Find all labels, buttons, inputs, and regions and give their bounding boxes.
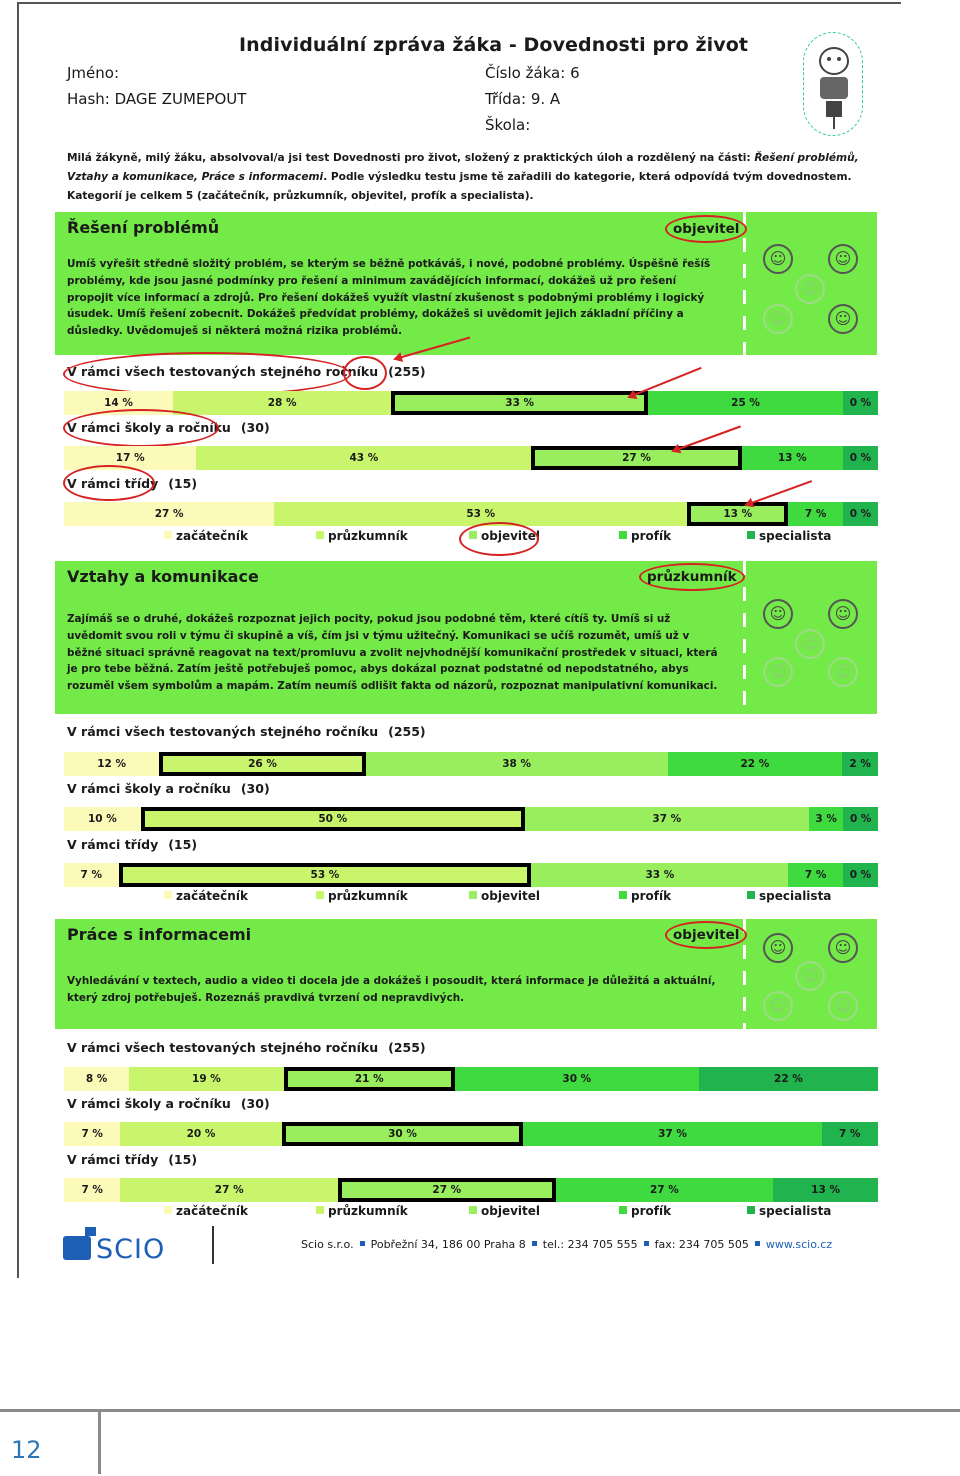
legend-label: průzkumník [328, 889, 408, 903]
bar-segment-profík: 7 % [788, 863, 843, 887]
section-title: Práce s informacemi [67, 925, 252, 944]
scio-logo-mark-icon [63, 1236, 91, 1260]
name-label: Jméno: [67, 64, 120, 82]
bar-segment-objevitel: 38 % [366, 752, 668, 776]
smiley-icon: ☺ [763, 657, 793, 687]
section-description: Umíš vyřešit středně složitý problém, se kterým se běžně potkáváš, i nové, podobné problémy. Úspěšně řešíš problémy, kde jsou jasné podmínky pro řešení a minimum zavádějících informací, dokážeš už pro řešení propojit více informací a zdrojů. Pro řešení dokážeš využít vlastní zkušenost s podobnými problémy i logický úsudek. Umíš řešení zobecnit. Dokážeš předvídat problémy, dokážeš si uvědomit jejich základní příčiny a důsledky. Uvědomuješ si některá možná rizika problémů. [67, 258, 711, 338]
bar-segment-začátečník: 27 % [64, 502, 274, 526]
bar-segment-objevitel: 21 % [284, 1067, 455, 1091]
bar-segment-specialista: 7 % [822, 1122, 878, 1146]
legend-item [747, 1204, 831, 1218]
legend-item [469, 1204, 540, 1218]
bar-segment-průzkumník: 26 % [159, 752, 365, 776]
section-description: Zajímáš se o druhé, dokážeš rozpoznat jejich pocity, pokud jsou podobné těm, které cítíš ty. Umíš si už uvědomit svou roli v týmu či skupině a víš, čím jsi v týmu užitečný. Komunikaci se učíš rozumět, umíš už v běžné situaci správně reagovat na text/promluvu a zvolit nejvhodnější komunikační prostředek v situaci, která je pro tebe běžná. Zatím ještě potřebuješ pomoc, abys dokázal poznat podstatné od nepodstatného, abys rozuměl všem symbolům a mapám. Zatím neumíš odlišit fakta od názorů, rozpoznat manipulativní komunikaci. [67, 613, 718, 693]
smiley-icon: ☺ [828, 991, 858, 1021]
scio-logo: SCIO [63, 1226, 183, 1266]
legend-label: objevitel [481, 889, 541, 903]
section-panel-relations [55, 561, 877, 714]
highlight-ring [343, 356, 387, 390]
group-label-class: V rámci třídy (15) [67, 476, 198, 491]
bar-segment-objevitel: 33 % [531, 863, 788, 887]
smiley-icon: ☺ [763, 933, 793, 963]
bar-segment-profík: 22 % [668, 752, 843, 776]
bar-segment-profík: 3 % [809, 807, 844, 831]
intro-text: Milá žákyně, milý žáku, absolvoval/a jsi test Dovednosti pro život, složený z praktických úloh a rozdělený na části: Řešení problémů, Vztahy a komunikace, Práce s informacemi. Podle výsledku testu jsme tě zařadili do kategorie, která odpovídá tvým dovednostem. Kategorií je celkem 5 (začátečník, průzkumník, objevitel, profík a specialista). [67, 152, 859, 202]
smiley-icon: ☺ [795, 274, 825, 304]
bar-segment-specialista: 0 % [843, 863, 878, 887]
smiley-icon: ☺ [795, 961, 825, 991]
bar-segment-začátečník: 12 % [64, 752, 159, 776]
bar-segment-profík: 37 % [523, 1122, 821, 1146]
legend-swatch [469, 1206, 477, 1214]
result-bar [64, 1178, 878, 1202]
legend-label: profík [631, 889, 672, 903]
legend-item [164, 1204, 248, 1218]
result-bar [64, 446, 878, 470]
legend-swatch [619, 891, 627, 899]
legend-label: průzkumník [328, 529, 408, 543]
bar-segment-průzkumník: 28 % [173, 391, 391, 415]
legend-label: průzkumník [328, 1204, 408, 1218]
legend-swatch [747, 1206, 755, 1214]
bar-segment-objevitel: 27 % [338, 1178, 556, 1202]
school-label: Škola: [485, 116, 531, 134]
legend-item [316, 889, 408, 903]
legend-label: specialista [759, 889, 832, 903]
section-title: Vztahy a komunikace [67, 567, 259, 586]
footer-contact: Scio s.r.o. Pobřežní 34, 186 00 Praha 8 tel.: 234 705 555 fax: 234 705 505 www.scio.cz [301, 1238, 833, 1251]
legend-item [316, 529, 408, 543]
legend-swatch [469, 891, 477, 899]
bar-segment-profík: 30 % [455, 1067, 699, 1091]
smiley-icon: ☺ [763, 991, 793, 1021]
legend-label: profík [631, 529, 672, 543]
legend-swatch [619, 531, 627, 539]
bar-segment-specialista: 0 % [843, 807, 878, 831]
bar-segment-profík: 13 % [742, 446, 843, 470]
legend-label: specialista [759, 1204, 832, 1218]
bar-segment-specialista: 0 % [843, 446, 878, 470]
legend-item [619, 1204, 671, 1218]
legend-item [164, 529, 248, 543]
bar-segment-průzkumník: 53 % [119, 863, 532, 887]
legend [164, 1204, 884, 1220]
legend-label: začátečník [176, 889, 248, 903]
page-number: 12 [11, 1436, 42, 1464]
legend-swatch [316, 1206, 324, 1214]
group-label-class: V rámci třídy (15) [67, 1152, 198, 1167]
result-bar [64, 863, 878, 887]
group-label-school: V rámci školy a ročníku (30) [67, 781, 270, 796]
group-label-all: V rámci všech testovaných stejného ročníku (255) [67, 364, 426, 379]
bar-segment-profík: 27 % [556, 1178, 774, 1202]
group-label-all: V rámci všech testovaných stejného ročníku (255) [67, 1040, 426, 1055]
result-bar [64, 502, 878, 526]
mascot-robot-icon [803, 32, 863, 136]
smiley-icon: ☺ [828, 657, 858, 687]
smiley-icon: ☺ [828, 244, 858, 274]
smiley-icon: ☺ [763, 599, 793, 629]
legend-swatch [747, 891, 755, 899]
bar-segment-začátečník: 8 % [64, 1067, 129, 1091]
bar-segment-průzkumník: 27 % [120, 1178, 338, 1202]
student-number: Číslo žáka: 6 [485, 64, 580, 82]
legend-swatch [747, 531, 755, 539]
legend [164, 889, 884, 905]
legend-item [619, 889, 671, 903]
bar-segment-objevitel: 27 % [531, 446, 741, 470]
smiley-icon: ☺ [763, 304, 793, 334]
class-label: Třída: 9. A [485, 90, 561, 108]
result-bar [64, 752, 878, 776]
group-label-school: V rámci školy a ročníku (30) [67, 420, 270, 435]
page-footer-rule [0, 1409, 960, 1412]
bar-segment-průzkumník: 20 % [120, 1122, 281, 1146]
section-level-badge: průzkumník [639, 563, 745, 591]
page-footer-divider [98, 1410, 101, 1474]
highlight-ring [459, 522, 539, 556]
legend-label: začátečník [176, 529, 248, 543]
bar-segment-profík: 25 % [648, 391, 843, 415]
bar-segment-specialista: 22 % [699, 1067, 878, 1091]
bar-segment-profík: 7 % [788, 502, 843, 526]
legend-item [469, 889, 540, 903]
bar-segment-průzkumník: 50 % [141, 807, 525, 831]
legend-item [747, 529, 831, 543]
legend-item [164, 889, 248, 903]
highlight-ring [63, 465, 155, 501]
bar-segment-specialista: 0 % [843, 502, 878, 526]
group-label-school: V rámci školy a ročníku (30) [67, 1096, 270, 1111]
report-sheet [17, 2, 901, 1278]
bar-segment-průzkumník: 19 % [129, 1067, 284, 1091]
legend-item [316, 1204, 408, 1218]
section-panel-information [55, 919, 877, 1029]
legend-label: specialista [759, 529, 832, 543]
smiley-icon: ☺ [828, 599, 858, 629]
result-bar [64, 807, 878, 831]
hash-label: Hash: DAGE ZUMEPOUT [67, 90, 247, 108]
bar-segment-objevitel: 33 % [391, 391, 648, 415]
bar-segment-začátečník: 10 % [64, 807, 141, 831]
bar-segment-specialista: 13 % [773, 1178, 878, 1202]
smiley-icon: ☺ [763, 244, 793, 274]
bar-segment-průzkumník: 43 % [196, 446, 531, 470]
legend-label: objevitel [481, 529, 541, 543]
legend-swatch [619, 1206, 627, 1214]
legend-swatch [164, 1206, 172, 1214]
legend-item [747, 889, 831, 903]
bar-segment-specialista: 0 % [843, 391, 878, 415]
section-level-badge: objevitel [665, 215, 747, 243]
bar-segment-objevitel: 30 % [282, 1122, 524, 1146]
result-bar [64, 1067, 878, 1091]
section-level-badge: objevitel [665, 921, 747, 949]
smiley-icon: ☺ [828, 304, 858, 334]
group-label-class: V rámci třídy (15) [67, 837, 198, 852]
legend-swatch [164, 891, 172, 899]
legend-label: začátečník [176, 1204, 248, 1218]
bar-segment-začátečník: 7 % [64, 1178, 120, 1202]
bar-segment-začátečník: 17 % [64, 446, 196, 470]
legend-swatch [316, 531, 324, 539]
bar-segment-specialista: 2 % [842, 752, 878, 776]
bar-segment-objevitel: 13 % [687, 502, 788, 526]
bar-segment-začátečník: 7 % [64, 863, 119, 887]
bar-segment-začátečník: 7 % [64, 1122, 120, 1146]
legend-label: objevitel [481, 1204, 541, 1218]
bar-segment-průzkumník: 53 % [274, 502, 687, 526]
highlight-ring [63, 409, 219, 447]
footer-divider [212, 1226, 214, 1264]
report-title: Individuální zpráva žáka - Dovednosti pro život [239, 34, 749, 56]
section-description: Vyhledávání v textech, audio a video ti docela jde a dokážeš i posoudit, která informace je důležitá a aktuální, který zdroj potřebuješ. Rozeznáš pravdivá tvrzení od nepravdivých. [67, 975, 716, 1004]
legend-label: profík [631, 1204, 672, 1218]
highlight-ring [63, 352, 351, 396]
legend-swatch [316, 891, 324, 899]
result-bar [64, 1122, 878, 1146]
smiley-icon: ☺ [795, 629, 825, 659]
smiley-icon: ☺ [828, 933, 858, 963]
result-bar [64, 391, 878, 415]
section-title: Řešení problémů [67, 218, 220, 237]
bar-segment-začátečník: 14 % [64, 391, 173, 415]
bar-segment-objevitel: 37 % [525, 807, 809, 831]
group-label-all: V rámci všech testovaných stejného ročníku (255) [67, 724, 426, 739]
section-panel-problem-solving [55, 212, 877, 355]
legend-swatch [164, 531, 172, 539]
legend-item [619, 529, 671, 543]
